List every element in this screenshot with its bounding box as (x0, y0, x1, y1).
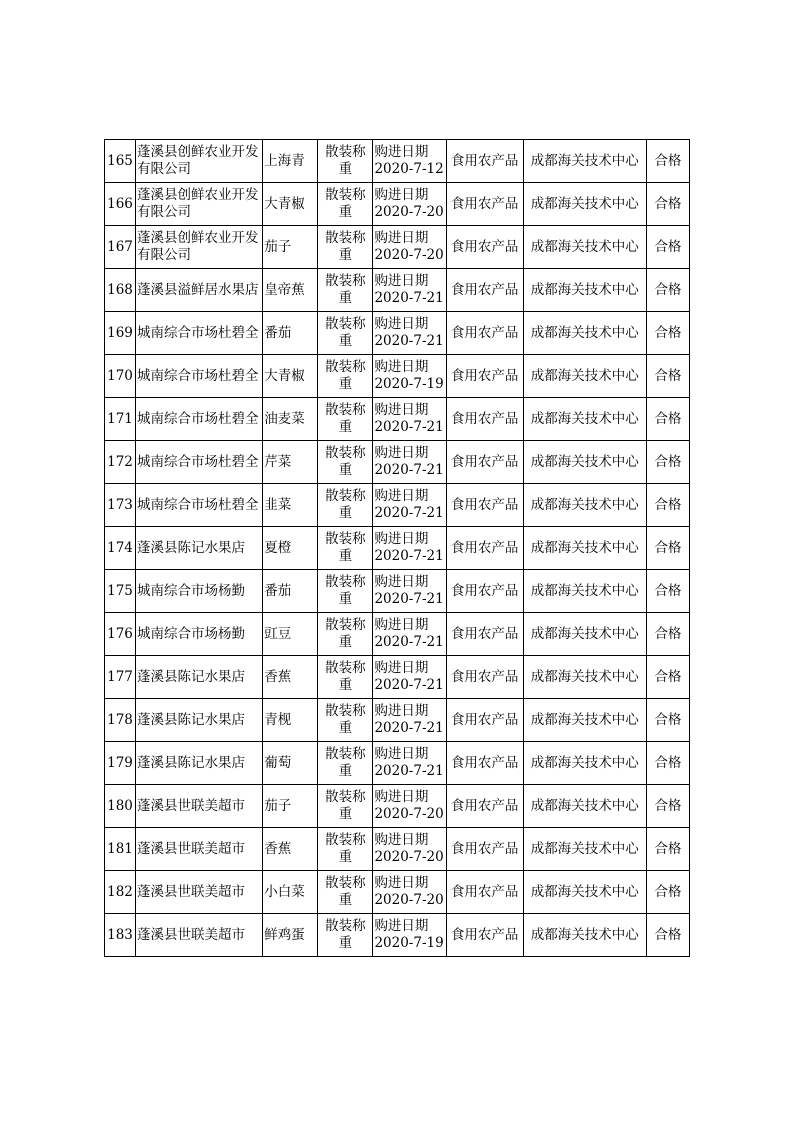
testing-agency-cell: 成都海关技术中心 (523, 914, 646, 957)
production-date-cell (373, 613, 446, 656)
food-category-cell: 食用农产品 (446, 699, 523, 742)
testing-agency-cell: 成都海关技术中心 (523, 140, 646, 183)
date-value: 2020-7-21 (374, 763, 444, 779)
testing-agency-cell: 成都海关技术中心 (523, 312, 646, 355)
testing-agency-cell: 成都海关技术中心 (523, 828, 646, 871)
date-value: 2020-7-21 (374, 548, 444, 564)
date-label: 购进日期 (374, 617, 429, 633)
date-value: 2020-7-21 (374, 290, 444, 306)
food-category-cell: 食用农产品 (446, 312, 523, 355)
food-category-cell: 食用农产品 (446, 527, 523, 570)
table-row (105, 398, 690, 441)
testing-agency-cell: 成都海关技术中心 (523, 527, 646, 570)
sampled-unit-cell: 蓬溪县溢鲜居水果店 (136, 269, 263, 312)
date-label: 购进日期 (374, 230, 429, 246)
production-date-cell (373, 570, 446, 613)
sampled-unit-cell: 蓬溪县创鲜农业开发有限公司 (136, 183, 263, 226)
food-category-cell: 食用农产品 (446, 226, 523, 269)
table-row (105, 140, 690, 183)
testing-agency-cell: 成都海关技术中心 (523, 441, 646, 484)
testing-agency-cell: 成都海关技术中心 (523, 656, 646, 699)
date-label: 购进日期 (374, 316, 429, 332)
result-cell: 合格 (646, 785, 689, 828)
row-number-cell: 173 (105, 484, 136, 527)
date-label: 购进日期 (374, 445, 429, 461)
sampled-unit-cell: 蓬溪县陈记水果店 (136, 742, 263, 785)
testing-agency-cell: 成都海关技术中心 (523, 398, 646, 441)
date-label: 购进日期 (374, 875, 429, 891)
result-cell: 合格 (646, 183, 689, 226)
testing-agency-cell: 成都海关技术中心 (523, 183, 646, 226)
production-date-cell (373, 441, 446, 484)
food-category-cell: 食用农产品 (446, 914, 523, 957)
sampled-unit-cell: 城南综合市场杜碧全 (136, 355, 263, 398)
table-row (105, 355, 690, 398)
sampling-type-cell: 散装称重 (318, 355, 373, 398)
table-row (105, 484, 690, 527)
date-label: 购进日期 (374, 402, 429, 418)
table-row (105, 914, 690, 957)
food-category-cell: 食用农产品 (446, 441, 523, 484)
product-name-cell: 香蕉 (263, 828, 318, 871)
food-category-cell: 食用农产品 (446, 871, 523, 914)
date-value: 2020-7-20 (374, 806, 444, 822)
date-label: 购进日期 (374, 746, 429, 762)
production-date-cell (373, 355, 446, 398)
production-date-cell (373, 785, 446, 828)
production-date-cell (373, 398, 446, 441)
production-date-cell (373, 484, 446, 527)
sampling-type-cell: 散装称重 (318, 656, 373, 699)
date-value: 2020-7-21 (374, 462, 444, 478)
table-row (105, 785, 690, 828)
date-label: 购进日期 (374, 187, 429, 203)
sampling-type-cell: 散装称重 (318, 398, 373, 441)
product-name-cell: 夏橙 (263, 527, 318, 570)
sampling-type-cell: 散装称重 (318, 312, 373, 355)
sampling-type-cell: 散装称重 (318, 570, 373, 613)
food-category-cell: 食用农产品 (446, 742, 523, 785)
production-date-cell (373, 269, 446, 312)
result-cell: 合格 (646, 742, 689, 785)
sampling-type-cell: 散装称重 (318, 699, 373, 742)
production-date-cell (373, 742, 446, 785)
row-number-cell: 174 (105, 527, 136, 570)
food-category-cell: 食用农产品 (446, 183, 523, 226)
date-value: 2020-7-21 (374, 505, 444, 521)
row-number-cell: 176 (105, 613, 136, 656)
product-name-cell: 豇豆 (263, 613, 318, 656)
result-cell: 合格 (646, 914, 689, 957)
food-category-cell: 食用农产品 (446, 484, 523, 527)
sampled-unit-cell: 蓬溪县陈记水果店 (136, 527, 263, 570)
date-value: 2020-7-20 (374, 247, 444, 263)
row-number-cell: 169 (105, 312, 136, 355)
sampled-unit-cell: 蓬溪县世联美超市 (136, 785, 263, 828)
table-row (105, 656, 690, 699)
production-date-cell (373, 183, 446, 226)
table-row (105, 570, 690, 613)
product-name-cell: 茄子 (263, 226, 318, 269)
table-row (105, 226, 690, 269)
date-value: 2020-7-12 (374, 161, 444, 177)
date-value: 2020-7-21 (374, 634, 444, 650)
result-cell: 合格 (646, 269, 689, 312)
result-cell: 合格 (646, 398, 689, 441)
row-number-cell: 179 (105, 742, 136, 785)
inspection-results-table (104, 139, 690, 957)
sampling-type-cell: 散装称重 (318, 441, 373, 484)
date-label: 购进日期 (374, 918, 429, 934)
food-category-cell: 食用农产品 (446, 269, 523, 312)
sampling-type-cell: 散装称重 (318, 183, 373, 226)
date-value: 2020-7-21 (374, 333, 444, 349)
testing-agency-cell: 成都海关技术中心 (523, 484, 646, 527)
table-row (105, 699, 690, 742)
date-label: 购进日期 (374, 574, 429, 590)
testing-agency-cell: 成都海关技术中心 (523, 785, 646, 828)
sampled-unit-cell: 城南综合市场杜碧全 (136, 398, 263, 441)
row-number-cell: 178 (105, 699, 136, 742)
date-label: 购进日期 (374, 144, 429, 160)
result-cell: 合格 (646, 613, 689, 656)
date-value: 2020-7-20 (374, 204, 444, 220)
table-row (105, 527, 690, 570)
sampling-type-cell: 散装称重 (318, 871, 373, 914)
sampling-type-cell: 散装称重 (318, 828, 373, 871)
table-row (105, 871, 690, 914)
result-cell: 合格 (646, 699, 689, 742)
result-cell: 合格 (646, 140, 689, 183)
row-number-cell: 180 (105, 785, 136, 828)
result-cell: 合格 (646, 226, 689, 269)
testing-agency-cell: 成都海关技术中心 (523, 871, 646, 914)
product-name-cell: 芹菜 (263, 441, 318, 484)
testing-agency-cell: 成都海关技术中心 (523, 355, 646, 398)
product-name-cell: 韭菜 (263, 484, 318, 527)
date-label: 购进日期 (374, 273, 429, 289)
food-category-cell: 食用农产品 (446, 828, 523, 871)
product-name-cell: 上海青 (263, 140, 318, 183)
row-number-cell: 167 (105, 226, 136, 269)
production-date-cell (373, 828, 446, 871)
sampled-unit-cell: 蓬溪县陈记水果店 (136, 656, 263, 699)
row-number-cell: 168 (105, 269, 136, 312)
result-cell: 合格 (646, 441, 689, 484)
food-category-cell: 食用农产品 (446, 355, 523, 398)
sampled-unit-cell: 城南综合市场杜碧全 (136, 441, 263, 484)
production-date-cell (373, 656, 446, 699)
row-number-cell: 181 (105, 828, 136, 871)
production-date-cell (373, 699, 446, 742)
product-name-cell: 油麦菜 (263, 398, 318, 441)
table-row (105, 183, 690, 226)
table-row (105, 269, 690, 312)
food-category-cell: 食用农产品 (446, 613, 523, 656)
testing-agency-cell: 成都海关技术中心 (523, 699, 646, 742)
date-value: 2020-7-21 (374, 419, 444, 435)
date-label: 购进日期 (374, 531, 429, 547)
testing-agency-cell: 成都海关技术中心 (523, 570, 646, 613)
table-row (105, 613, 690, 656)
food-category-cell: 食用农产品 (446, 570, 523, 613)
table-row (105, 742, 690, 785)
table-row (105, 441, 690, 484)
date-value: 2020-7-19 (374, 935, 444, 951)
row-number-cell: 177 (105, 656, 136, 699)
testing-agency-cell: 成都海关技术中心 (523, 613, 646, 656)
table-row (105, 828, 690, 871)
date-label: 购进日期 (374, 789, 429, 805)
date-value: 2020-7-20 (374, 849, 444, 865)
sampling-type-cell: 散装称重 (318, 269, 373, 312)
product-name-cell: 大青椒 (263, 355, 318, 398)
result-cell: 合格 (646, 871, 689, 914)
production-date-cell (373, 871, 446, 914)
date-value: 2020-7-20 (374, 892, 444, 908)
row-number-cell: 183 (105, 914, 136, 957)
sampled-unit-cell: 城南综合市场杨勤 (136, 613, 263, 656)
sampling-type-cell: 散装称重 (318, 484, 373, 527)
sampled-unit-cell: 蓬溪县世联美超市 (136, 914, 263, 957)
product-name-cell: 青枧 (263, 699, 318, 742)
sampled-unit-cell: 蓬溪县创鲜农业开发有限公司 (136, 140, 263, 183)
row-number-cell: 182 (105, 871, 136, 914)
date-value: 2020-7-21 (374, 677, 444, 693)
food-category-cell: 食用农产品 (446, 785, 523, 828)
production-date-cell (373, 527, 446, 570)
sampling-type-cell: 散装称重 (318, 742, 373, 785)
result-cell: 合格 (646, 656, 689, 699)
result-cell: 合格 (646, 527, 689, 570)
sampled-unit-cell: 蓬溪县世联美超市 (136, 828, 263, 871)
food-category-cell: 食用农产品 (446, 656, 523, 699)
date-value: 2020-7-21 (374, 591, 444, 607)
testing-agency-cell: 成都海关技术中心 (523, 226, 646, 269)
production-date-cell (373, 226, 446, 269)
testing-agency-cell: 成都海关技术中心 (523, 742, 646, 785)
date-label: 购进日期 (374, 488, 429, 504)
sampling-type-cell: 散装称重 (318, 226, 373, 269)
product-name-cell: 葡萄 (263, 742, 318, 785)
production-date-cell (373, 914, 446, 957)
result-cell: 合格 (646, 355, 689, 398)
date-label: 购进日期 (374, 359, 429, 375)
date-label: 购进日期 (374, 832, 429, 848)
product-name-cell: 皇帝蕉 (263, 269, 318, 312)
row-number-cell: 165 (105, 140, 136, 183)
production-date-cell (373, 312, 446, 355)
food-category-cell: 食用农产品 (446, 140, 523, 183)
product-name-cell: 鲜鸡蛋 (263, 914, 318, 957)
table-row (105, 312, 690, 355)
product-name-cell: 香蕉 (263, 656, 318, 699)
sampling-type-cell: 散装称重 (318, 527, 373, 570)
result-cell: 合格 (646, 484, 689, 527)
date-label: 购进日期 (374, 703, 429, 719)
date-value: 2020-7-19 (374, 376, 444, 392)
result-cell: 合格 (646, 828, 689, 871)
sampling-type-cell: 散装称重 (318, 785, 373, 828)
sampled-unit-cell: 城南综合市场杜碧全 (136, 484, 263, 527)
table-body (105, 140, 690, 957)
food-category-cell: 食用农产品 (446, 398, 523, 441)
testing-agency-cell: 成都海关技术中心 (523, 269, 646, 312)
sampled-unit-cell: 蓬溪县世联美超市 (136, 871, 263, 914)
date-label: 购进日期 (374, 660, 429, 676)
product-name-cell: 小白菜 (263, 871, 318, 914)
row-number-cell: 175 (105, 570, 136, 613)
sampled-unit-cell: 蓬溪县创鲜农业开发有限公司 (136, 226, 263, 269)
product-name-cell: 番茄 (263, 570, 318, 613)
row-number-cell: 172 (105, 441, 136, 484)
sampled-unit-cell: 蓬溪县陈记水果店 (136, 699, 263, 742)
product-name-cell: 茄子 (263, 785, 318, 828)
date-value: 2020-7-21 (374, 720, 444, 736)
product-name-cell: 大青椒 (263, 183, 318, 226)
production-date-cell (373, 140, 446, 183)
sampled-unit-cell: 城南综合市场杨勤 (136, 570, 263, 613)
result-cell: 合格 (646, 570, 689, 613)
row-number-cell: 166 (105, 183, 136, 226)
sampling-type-cell: 散装称重 (318, 140, 373, 183)
sampled-unit-cell: 城南综合市场杜碧全 (136, 312, 263, 355)
row-number-cell: 170 (105, 355, 136, 398)
row-number-cell: 171 (105, 398, 136, 441)
result-cell: 合格 (646, 312, 689, 355)
sampling-type-cell: 散装称重 (318, 914, 373, 957)
sampling-type-cell: 散装称重 (318, 613, 373, 656)
product-name-cell: 番茄 (263, 312, 318, 355)
